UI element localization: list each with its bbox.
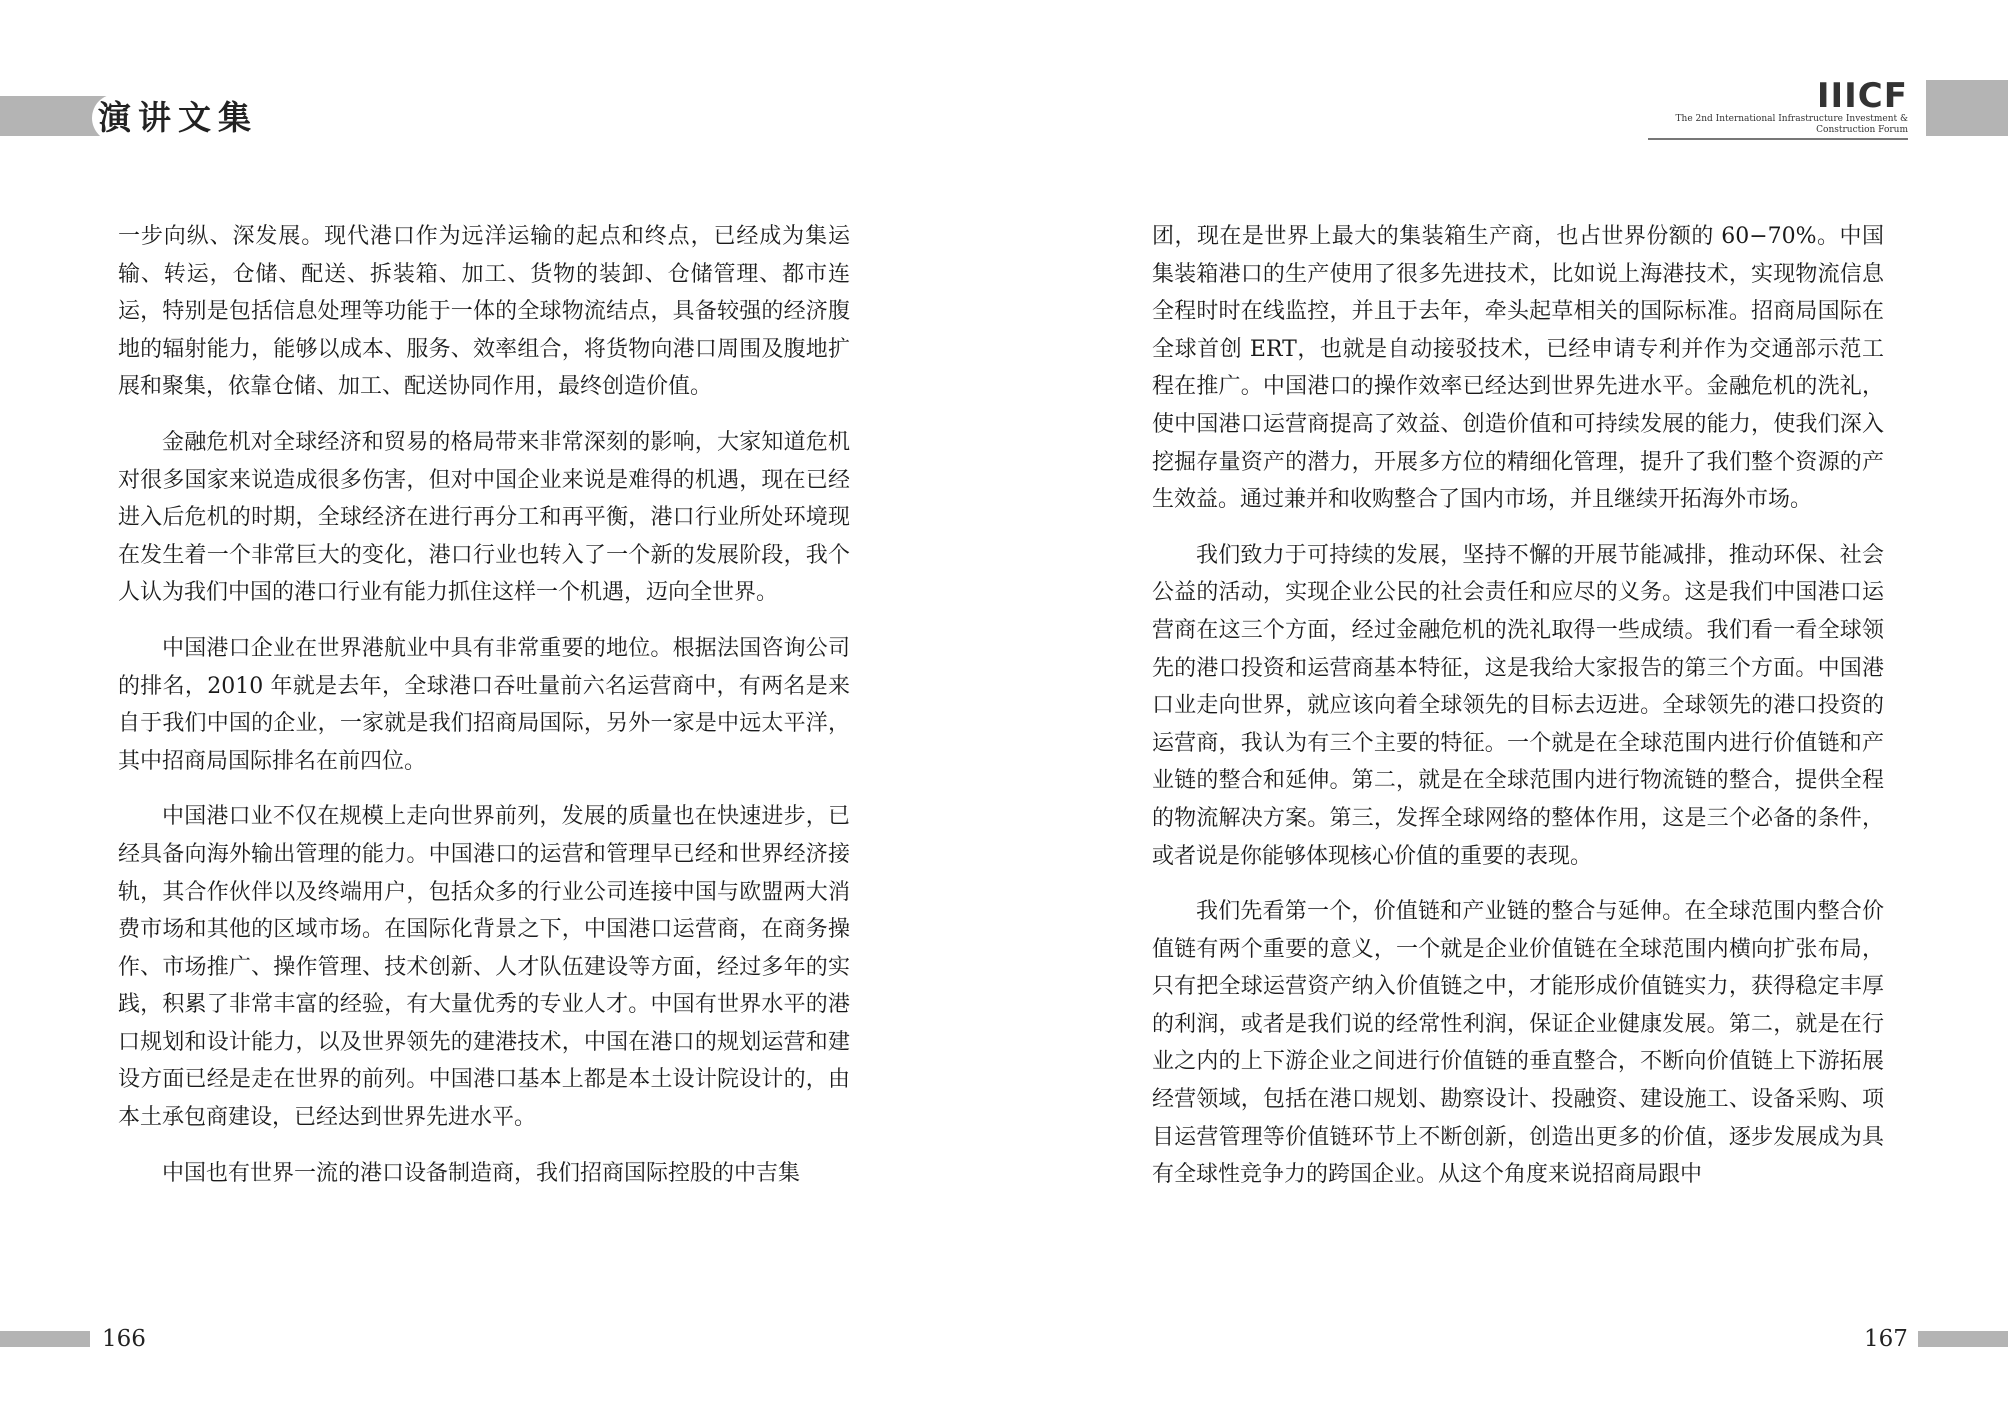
- logo-subtitle-line2: Construction Forum: [1816, 125, 1908, 135]
- left-page-body: [118, 218, 850, 1210]
- paragraph: 中国也有世界一流的港口设备制造商，我们招商国际控股的中吉集: [162, 1160, 801, 1186]
- paragraph: 我们致力于可持续的发展，坚持不懈的开展节能减排，推动环保、社会公益的活动，实现企业公民的社会责任和应尽的义务。这是我们中国港口运营商在这三个方面，经过金融危机的洗礼取得一些成绩。我们看一看全球领先的港口投资和运营商基本特征，这是我给大家报告的第三个方面。中国港口业走向世界，就应该向着全球领先的目标去迈进。全球领先的港口投资的运营商，我认为有三个主要的特征。一个就是在全球范围内进行价值链和产业链的整合和延伸。第二，就是在全球范围内进行物流链的整合，提供全程的物流解决方案。第三，发挥全球网络的整体作用，这是三个必备的条件，或者说是你能够体现核心价值的重要的表现。: [1152, 542, 1884, 869]
- right-page-body: [1152, 218, 1884, 1212]
- paragraph: 一步向纵、深发展。现代港口作为远洋运输的起点和终点，已经成为集运输、转运，仓储、配送、拆装箱、加工、货物的装卸、仓储管理、都市连运，特别是包括信息处理等功能于一体的全球物流结点，具备较强的经济腹地的辐射能力，能够以成本、服务、效率组合，将货物向港口周围及腹地扩展和聚集，依靠仓储、加工、配送协同作用，最终创造价值。: [118, 224, 850, 400]
- logo-subtitle-line1: The 2nd International Infrastructure Investment &: [1675, 114, 1908, 124]
- folio-bar-right: [1918, 1331, 2008, 1347]
- paragraph: 金融危机对全球经济和贸易的格局带来非常深刻的影响，大家知道危机对很多国家来说造成很多伤害，但对中国企业来说是难得的机遇，现在已经进入后危机的时期，全球经济在进行再分工和再平衡，港口行业所处环境现在发生着一个非常巨大的变化，港口行业也转入了一个新的发展阶段，我个人认为我们中国的港口行业有能力抓住这样一个机遇，迈向全世界。: [118, 429, 850, 606]
- forum-logo: [1648, 78, 1908, 140]
- page-number-left: 166: [102, 1326, 146, 1352]
- logo-rule: [1648, 138, 1908, 140]
- folio-bar-left: [0, 1331, 90, 1347]
- paragraph: 中国港口业不仅在规模上走向世界前列，发展的质量也在快速进步，已经具备向海外输出管理的能力。中国港口的运营和管理早已经和世界经济接轨，其合作伙伴以及终端用户，包括众多的行业公司连接中国与欧盟两大消费市场和其他的区域市场。在国际化背景之下，中国港口运营商，在商务操作、市场推广、操作管理、技术创新、人才队伍建设等方面，经过多年的实践，积累了非常丰富的经验，有大量优秀的专业人才。中国有世界水平的港口规划和设计能力，以及世界领先的建港技术，中国在港口的规划运营和建设方面已经是走在世界的前列。中国港口基本上都是本土设计院设计的，由本土承包商建设，已经达到世界先进水平。: [118, 804, 850, 1131]
- header-band-right: [1926, 80, 2008, 136]
- section-title: 演讲文集: [92, 94, 264, 142]
- paragraph: 中国港口企业在世界港航业中具有非常重要的地位。根据法国咨询公司的排名，2010 年就是去年，全球港口吞吐量前六名运营商中，有两名是来自于我们中国的企业，一家就是我们招商局国际，另外一家是中远太平洋，其中招商局国际排名在前四位。: [118, 635, 850, 774]
- logo-text: IIICF: [1816, 76, 1908, 116]
- page-number-right: 167: [1864, 1326, 1908, 1352]
- paragraph: 团，现在是世界上最大的集装箱生产商，也占世界份额的 60−70%。中国集装箱港口的生产使用了很多先进技术，比如说上海港技术，实现物流信息全程时时在线监控，并且于去年，牵头起草相关的国际标准。招商局国际在全球首创 ERT，也就是自动接驳技术，已经申请专利并作为交通部示范工程在推广。中国港口的操作效率已经达到世界先进水平。金融危机的洗礼，使中国港口运营商提高了效益、创造价值和可持续发展的能力，使我们深入挖掘存量资产的潜力，开展多方位的精细化管理，提升了我们整个资源的产生效益。通过兼并和收购整合了国内市场，并且继续开拓海外市场。: [1152, 224, 1884, 513]
- paragraph: 我们先看第一个，价值链和产业链的整合与延伸。在全球范围内整合价值链有两个重要的意义，一个就是企业价值链在全球范围内横向扩张布局，只有把全球运营资产纳入价值链之中，才能形成价值链实力，获得稳定丰厚的利润，或者是我们说的经常性利润，保证企业健康发展。第二，就是在行业之内的上下游企业之间进行价值链的垂直整合，不断向价值链上下游拓展经营领域，包括在港口规划、勘察设计、投融资、建设施工、设备采购、项目运营管理等价值链环节上不断创新，创造出更多的价值，逐步发展成为具有全球性竞争力的跨国企业。从这个角度来说招商局跟中: [1152, 899, 1884, 1188]
